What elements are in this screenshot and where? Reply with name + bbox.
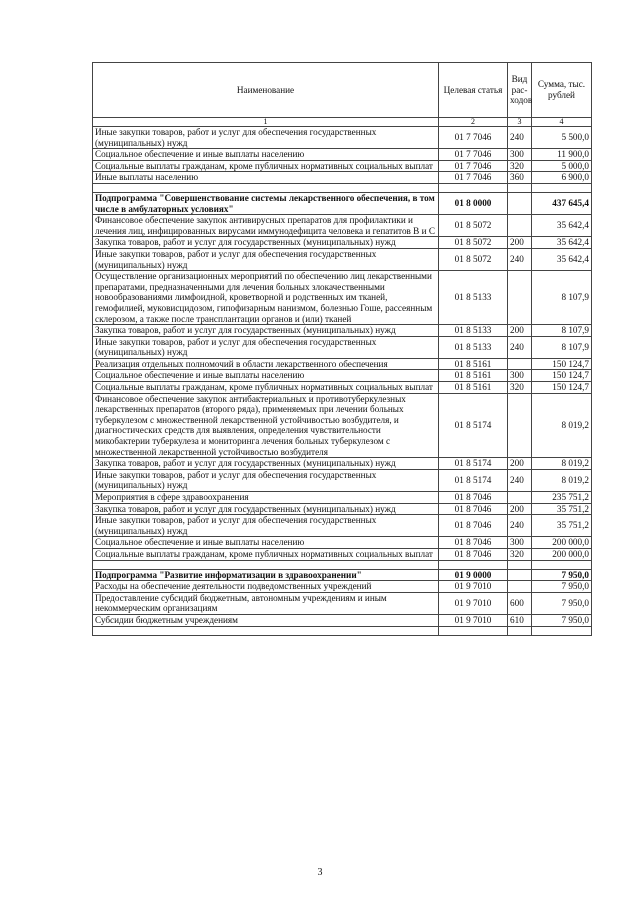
row-target-code: 01 9 7010 — [439, 581, 508, 593]
budget-table — [92, 62, 592, 636]
row-expense-type: 360 — [508, 172, 532, 184]
row-name: Расходы на обеспечение деятельности подведомственных учреждений — [93, 581, 439, 593]
row-amount: 8 019,2 — [532, 469, 592, 491]
spacer-row — [93, 183, 592, 192]
spacer-cell — [532, 626, 592, 635]
header-vid: Вид рас-ходов — [508, 63, 532, 118]
row-amount: 200 000,0 — [532, 548, 592, 560]
row-target-code: 01 8 7046 — [439, 515, 508, 537]
row-name: Предоставление субсидий бюджетным, автономным учреждениям и иным некоммерческим организациям — [93, 592, 439, 614]
table-row — [93, 215, 592, 237]
spacer-cell — [508, 560, 532, 569]
spacer-cell — [93, 183, 439, 192]
row-amount: 35 751,2 — [532, 503, 592, 515]
table-row — [93, 548, 592, 560]
spacer-row — [93, 626, 592, 635]
row-name: Подпрограмма "Совершенствование системы лекарственного обеспечения, в том числе в амбулаторных условиях" — [93, 192, 439, 214]
table-row — [93, 336, 592, 358]
row-name: Социальное обеспечение и иные выплаты населению — [93, 370, 439, 382]
row-expense-type: 300 — [508, 149, 532, 161]
spacer-cell — [93, 626, 439, 635]
row-name: Реализация отдельных полномочий в области лекарственного обеспечения — [93, 358, 439, 370]
header-index-row — [93, 118, 592, 127]
row-target-code: 01 9 7010 — [439, 614, 508, 626]
row-name: Социальное обеспечение и иные выплаты населению — [93, 149, 439, 161]
row-target-code: 01 8 0000 — [439, 192, 508, 214]
page-number: 3 — [317, 867, 323, 878]
row-name: Иные закупки товаров, работ и услуг для обеспечения государственных (муниципальных) нужд — [93, 469, 439, 491]
table-row — [93, 515, 592, 537]
table-row — [93, 271, 592, 325]
row-amount: 35 751,2 — [532, 515, 592, 537]
table-row — [93, 160, 592, 172]
row-target-code: 01 8 5161 — [439, 370, 508, 382]
table-row — [93, 237, 592, 249]
table-row — [93, 393, 592, 458]
row-amount: 6 900,0 — [532, 172, 592, 184]
row-target-code: 01 8 5161 — [439, 382, 508, 394]
table-row — [93, 503, 592, 515]
row-amount: 7 950,0 — [532, 569, 592, 581]
row-target-code: 01 9 0000 — [439, 569, 508, 581]
row-amount: 8 019,2 — [532, 393, 592, 458]
row-target-code: 01 8 5072 — [439, 215, 508, 237]
row-expense-type — [508, 358, 532, 370]
row-amount: 8 107,9 — [532, 336, 592, 358]
row-amount: 150 124,7 — [532, 370, 592, 382]
row-expense-type: 320 — [508, 548, 532, 560]
header-name: Наименование — [93, 63, 439, 118]
row-name: Закупка товаров, работ и услуг для государственных (муниципальных) нужд — [93, 503, 439, 515]
spacer-cell — [93, 560, 439, 569]
row-name: Субсидии бюджетным учреждениям — [93, 614, 439, 626]
row-expense-type: 240 — [508, 469, 532, 491]
row-name: Социальные выплаты гражданам, кроме публичных нормативных социальных выплат — [93, 548, 439, 560]
header-index: 2 — [439, 118, 508, 127]
row-expense-type: 300 — [508, 537, 532, 549]
row-target-code: 01 8 5174 — [439, 393, 508, 458]
row-target-code: 01 8 5133 — [439, 336, 508, 358]
row-target-code: 01 7 7046 — [439, 160, 508, 172]
header-index: 4 — [532, 118, 592, 127]
row-target-code: 01 8 5174 — [439, 469, 508, 491]
table-row — [93, 382, 592, 394]
row-name: Иные выплаты населению — [93, 172, 439, 184]
row-target-code: 01 8 7046 — [439, 537, 508, 549]
row-amount: 8 107,9 — [532, 271, 592, 325]
table-row — [93, 614, 592, 626]
spacer-row — [93, 560, 592, 569]
row-expense-type: 200 — [508, 237, 532, 249]
row-name: Закупка товаров, работ и услуг для государственных (муниципальных) нужд — [93, 458, 439, 470]
row-target-code: 01 8 7046 — [439, 503, 508, 515]
row-expense-type: 610 — [508, 614, 532, 626]
row-expense-type — [508, 492, 532, 504]
row-name: Иные закупки товаров, работ и услуг для обеспечения государственных (муниципальных) нужд — [93, 127, 439, 149]
row-amount: 150 124,7 — [532, 382, 592, 394]
row-name: Закупка товаров, работ и услуг для государственных (муниципальных) нужд — [93, 237, 439, 249]
table-row — [93, 358, 592, 370]
row-amount: 200 000,0 — [532, 537, 592, 549]
row-name: Социальные выплаты гражданам, кроме публичных нормативных социальных выплат — [93, 382, 439, 394]
row-expense-type: 240 — [508, 248, 532, 270]
row-expense-type: 240 — [508, 336, 532, 358]
row-name: Иные закупки товаров, работ и услуг для обеспечения государственных (муниципальных) нужд — [93, 336, 439, 358]
row-name: Финансовое обеспечение закупок антибактериальных и противотуберкулезных лекарственных препаратов (второго ряда), применяемых при лечении больных туберкулезом с множественной лекарственной устойчивостью возбудителя, и диагностических средств для выявления, определения чувствительности микобактерии туберкулеза и мониторинга лечения больных туберкулезом с множественной лекарственной устойчивостью возбудителя — [93, 393, 439, 458]
table-row — [93, 325, 592, 337]
row-name: Иные закупки товаров, работ и услуг для обеспечения государственных (муниципальных) нужд — [93, 515, 439, 537]
row-target-code: 01 9 7010 — [439, 592, 508, 614]
row-expense-type — [508, 271, 532, 325]
row-name: Социальные выплаты гражданам, кроме публичных нормативных социальных выплат — [93, 160, 439, 172]
row-amount: 35 642,4 — [532, 237, 592, 249]
row-target-code: 01 7 7046 — [439, 149, 508, 161]
row-amount: 437 645,4 — [532, 192, 592, 214]
row-name: Иные закупки товаров, работ и услуг для обеспечения государственных (муниципальных) нужд — [93, 248, 439, 270]
header-index: 3 — [508, 118, 532, 127]
subprogram-row — [93, 569, 592, 581]
table-row — [93, 127, 592, 149]
row-expense-type — [508, 192, 532, 214]
row-name: Осуществление организационных мероприятий по обеспечению лиц лекарственными препаратами, предназначенными для лечения больных злокачественными новообразованиями лимфоидной, кроветворной и родственных им тканей, гемофилией, муковисцидозом, гипофизарным нанизмом, болезнью Гоше, рассеянным склерозом, а также после трансплантации органов и (или) тканей — [93, 271, 439, 325]
row-name: Закупка товаров, работ и услуг для государственных (муниципальных) нужд — [93, 325, 439, 337]
row-expense-type: 320 — [508, 382, 532, 394]
row-expense-type: 240 — [508, 127, 532, 149]
row-amount: 7 950,0 — [532, 581, 592, 593]
table-row — [93, 172, 592, 184]
table-row — [93, 537, 592, 549]
header-index: 1 — [93, 118, 439, 127]
row-expense-type — [508, 581, 532, 593]
row-name: Мероприятия в сфере здравоохранения — [93, 492, 439, 504]
table-row — [93, 370, 592, 382]
row-expense-type — [508, 569, 532, 581]
row-target-code: 01 7 7046 — [439, 172, 508, 184]
row-amount: 5 000,0 — [532, 160, 592, 172]
table-row — [93, 458, 592, 470]
row-amount: 35 642,4 — [532, 215, 592, 237]
row-expense-type: 200 — [508, 503, 532, 515]
spacer-cell — [439, 560, 508, 569]
table-row — [93, 581, 592, 593]
table-row — [93, 592, 592, 614]
row-target-code: 01 8 5133 — [439, 271, 508, 325]
row-amount: 35 642,4 — [532, 248, 592, 270]
row-target-code: 01 8 5072 — [439, 248, 508, 270]
spacer-cell — [532, 560, 592, 569]
row-amount: 8 107,9 — [532, 325, 592, 337]
subprogram-row — [93, 192, 592, 214]
row-expense-type — [508, 393, 532, 458]
row-target-code: 01 8 5161 — [439, 358, 508, 370]
table-row — [93, 492, 592, 504]
row-name: Социальное обеспечение и иные выплаты населению — [93, 537, 439, 549]
row-target-code: 01 7 7046 — [439, 127, 508, 149]
spacer-cell — [508, 183, 532, 192]
row-amount: 7 950,0 — [532, 592, 592, 614]
row-target-code: 01 8 7046 — [439, 548, 508, 560]
spacer-cell — [508, 626, 532, 635]
row-expense-type: 600 — [508, 592, 532, 614]
row-amount: 7 950,0 — [532, 614, 592, 626]
row-target-code: 01 8 5133 — [439, 325, 508, 337]
spacer-cell — [439, 183, 508, 192]
row-expense-type: 300 — [508, 370, 532, 382]
table-row — [93, 149, 592, 161]
table-header — [93, 63, 592, 127]
table-row — [93, 469, 592, 491]
table-row — [93, 248, 592, 270]
row-expense-type: 240 — [508, 515, 532, 537]
spacer-cell — [532, 183, 592, 192]
header-code: Целевая статья — [439, 63, 508, 118]
row-amount: 5 500,0 — [532, 127, 592, 149]
header-sum: Сумма, тыс. рублей — [532, 63, 592, 118]
row-name: Финансовое обеспечение закупок антивирусных препаратов для профилактики и лечения лиц, инфицированных вирусами иммунодефицита человека и гепатитов B и C — [93, 215, 439, 237]
row-amount: 235 751,2 — [532, 492, 592, 504]
row-target-code: 01 8 5072 — [439, 237, 508, 249]
row-target-code: 01 8 5174 — [439, 458, 508, 470]
row-expense-type: 200 — [508, 325, 532, 337]
row-expense-type: 200 — [508, 458, 532, 470]
row-name: Подпрограмма "Развитие информатизации в здравоохранении" — [93, 569, 439, 581]
row-expense-type — [508, 215, 532, 237]
row-amount: 8 019,2 — [532, 458, 592, 470]
row-amount: 150 124,7 — [532, 358, 592, 370]
row-target-code: 01 8 7046 — [439, 492, 508, 504]
row-amount: 11 900,0 — [532, 149, 592, 161]
table-body — [93, 127, 592, 636]
row-expense-type: 320 — [508, 160, 532, 172]
spacer-cell — [439, 626, 508, 635]
